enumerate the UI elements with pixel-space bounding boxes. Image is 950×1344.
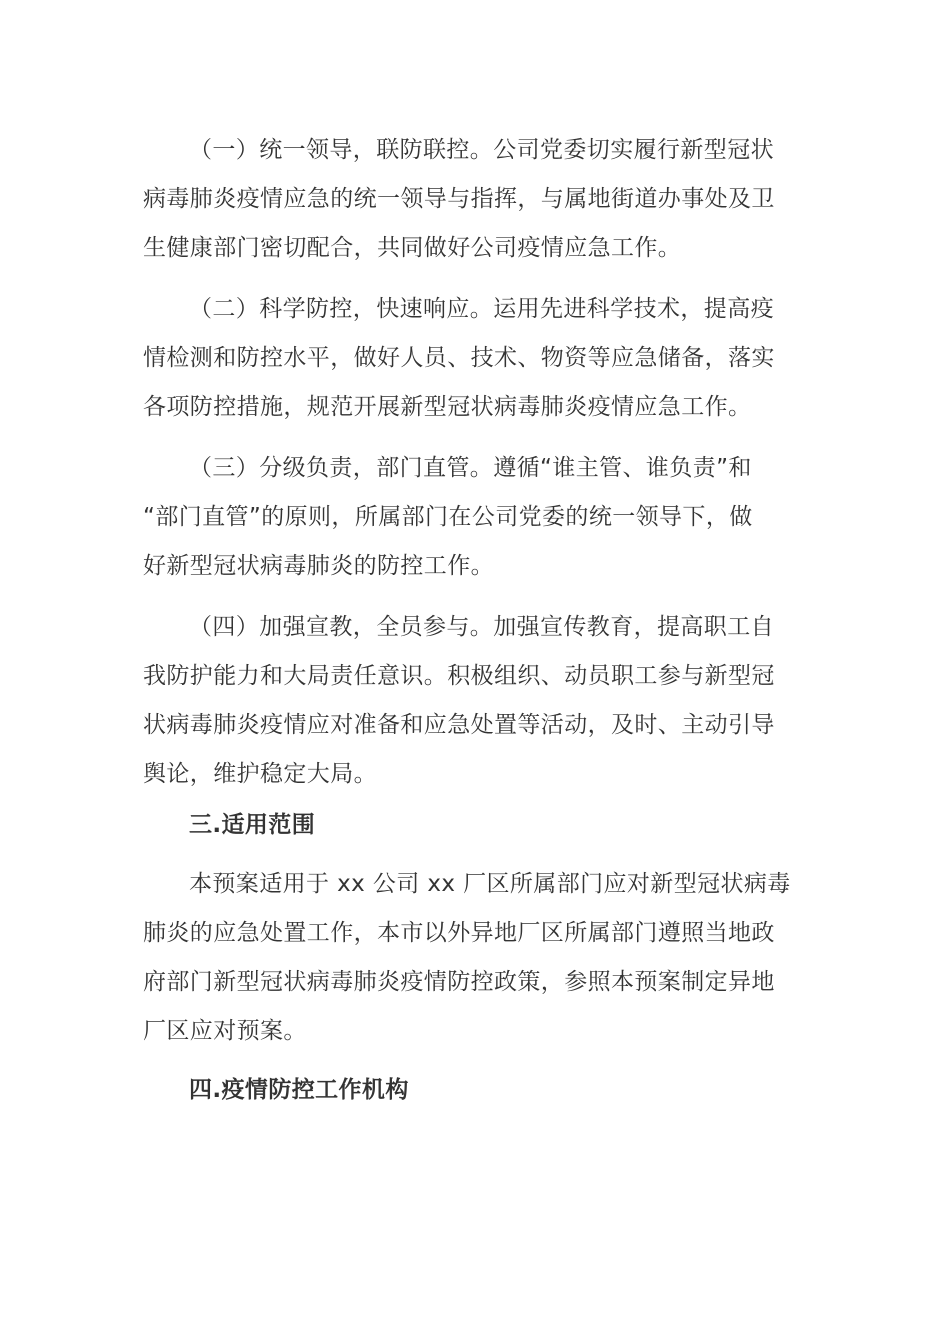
heading-organization: 四.疫情防控工作机构 <box>189 1077 409 1103</box>
paragraph-scientific-control: （二）科学防控，快速响应。运用先进科学技术，提高疫 情检测和防控水平，做好人员、技术、物资等应急储备，落实 各项防控措施，规范开展新型冠状病毒肺炎疫情应急工作。 <box>143 296 775 420</box>
paragraph-graded-responsibility: （三）分级负责，部门直管。遵循“谁主管、谁负责”和 “部门直管”的原则，所属部门在公司党委的统一领导下，做 好新型冠状病毒肺炎的防控工作。 <box>143 455 753 579</box>
paragraph-publicity-participation: （四）加强宣教，全员参与。加强宣传教育，提高职工自 我防护能力和大局责任意识。积极组织、动员职工参与新型冠 状病毒肺炎疫情应对准备和应急处置等活动，及时、主动引导 舆论，维护稳定大局。 <box>143 614 775 787</box>
heading-scope: 三.适用范围 <box>189 812 316 838</box>
document-body <box>143 126 805 1115</box>
paragraph-scope: 本预案适用于 xx 公司 xx 厂区所属部门应对新型冠状病毒 肺炎的应急处置工作，本市以外异地厂区所属部门遵照当地政 府部门新型冠状病毒肺炎疫情防控政策，参照本预案制定异地 厂区应对预案。 <box>143 871 791 1044</box>
paragraph-unified-leadership: （一）统一领导，联防联控。公司党委切实履行新型冠状 病毒肺炎疫情应急的统一领导与指挥，与属地街道办事处及卫 生健康部门密切配合，共同做好公司疫情应急工作。 <box>143 137 775 261</box>
